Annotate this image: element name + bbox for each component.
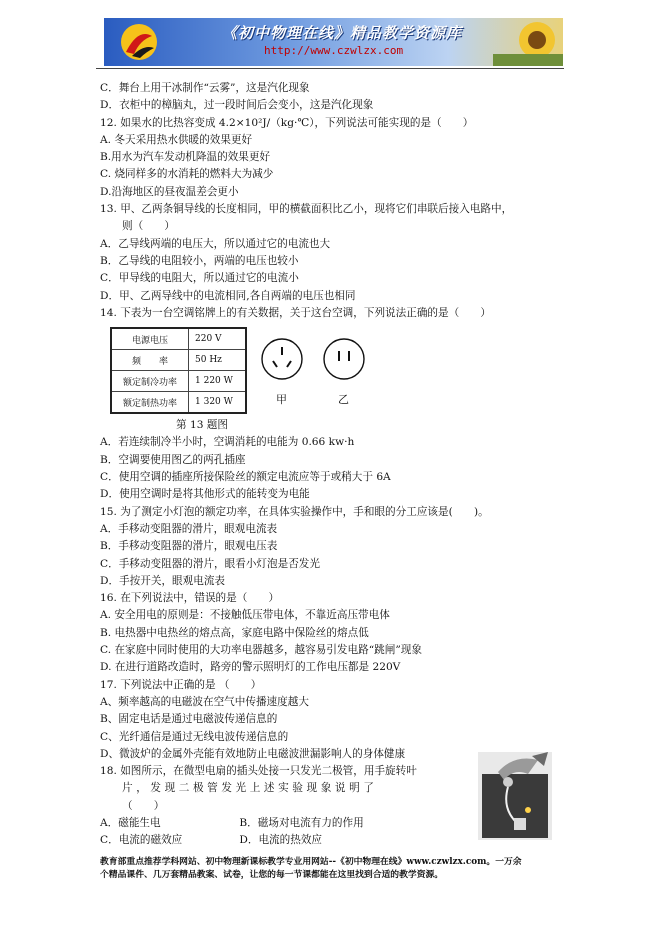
site-url[interactable]: http://www.czwlzx.com <box>264 44 404 57</box>
question-12-stem: 12. 如果水的比热容变成 4.2×10²J/（kg·℃），下列说法可能实现的是（ ） <box>100 116 474 129</box>
text-line: A．若连续制冷半小时，空调消耗的电能为 0.66 kw·h <box>100 436 355 449</box>
text-line: A. 安全用电的原则是：不接触低压带电体，不靠近高压带电体 <box>100 609 390 622</box>
text-line: C．舞台上用干冰制作“云雾”，这是汽化现象 <box>100 82 310 94</box>
question-14-stem: 14. 下表为一台空调铭牌上的有关数据，关于这台空调，下列说法正确的是（ ） <box>100 306 491 319</box>
option-a: A．磁能生电 <box>100 816 161 829</box>
text-line: A．乙导线两端的电压大，所以通过它的电流也大 <box>100 237 331 250</box>
footer-line: 个精品课件、几万套精品教案、试卷，让您的每一节课都能在这里找到合适的教学资源。 <box>100 870 444 880</box>
text-line: A．手移动变阻器的滑片，眼观电流表 <box>100 522 278 535</box>
footer-line: 教育部重点推荐学科网站、初中物理新课标教学专业用网站--《初中物理在线》www.czwlzx.com。一万余 <box>100 857 522 867</box>
option-c: C．电流的磁效应 <box>100 834 183 847</box>
text-line: 则（ ） <box>122 220 175 233</box>
option-d: D．电流的热效应 <box>239 834 323 847</box>
table-cell: 220 V <box>189 328 247 350</box>
table-row <box>111 392 246 414</box>
text-line: C. 在家庭中同时使用的大功率电器越多，越容易引发电路“跳闸”现象 <box>100 644 422 657</box>
text-line: D．手按开关，眼观电流表 <box>100 574 226 587</box>
text-line: D．使用空调时是将其他形式的能转变为电能 <box>100 488 310 501</box>
text-line: C. 烧同样多的水消耗的燃料大为减少 <box>100 168 274 181</box>
spec-table <box>110 327 247 414</box>
text-line: B．乙导线的电阻较小，两端的电压也较小 <box>100 254 299 267</box>
text-line: C．手移动变阻器的滑片，眼看小灯泡是否发光 <box>100 557 320 570</box>
text-line: D、微波炉的金属外壳能有效地防止电磁波泄漏影响人的身体健康 <box>100 747 406 760</box>
three-hole-socket-icon <box>258 335 306 383</box>
question-17-stem: 17. 下列说法中正确的是 （ ） <box>100 678 262 691</box>
two-hole-socket-icon <box>320 335 368 383</box>
site-title: 《初中物理在线》精品教学资源库 <box>222 24 463 42</box>
table-row <box>111 371 246 392</box>
sunflower-icon <box>493 18 563 66</box>
table-cell: 电源电压 <box>111 328 189 350</box>
text-line: B．空调要使用图乙的两孔插座 <box>100 453 246 466</box>
header-rule <box>96 68 564 69</box>
question-15-stem: 15. 为了测定小灯泡的额定功率，在具体实验操作中，手和眼的分工应该是( )。 <box>100 505 489 518</box>
text-line: 片，发现二极管发光上述实验现象说明了 <box>122 782 378 795</box>
text-line: C．甲导线的电阻大，所以通过它的电流小 <box>100 272 299 285</box>
figure-row <box>100 325 570 417</box>
text-line: D．衣柜中的樟脑丸，过一段时间后会变小，这是汽化现象 <box>100 99 374 112</box>
table-cell: 1 320 W <box>189 392 247 414</box>
question-18-stem: 18. 如图所示，在微型电扇的插头处接一只发光二极管，用手旋转叶 <box>100 765 417 778</box>
text-line: C．使用空调的插座所接保险丝的额定电流应等于或稍大于 6A <box>100 471 391 484</box>
table-cell: 50 Hz <box>189 350 247 371</box>
table-row <box>111 328 246 350</box>
table-cell: 额定制热功率 <box>111 392 189 414</box>
site-logo-icon <box>118 22 160 62</box>
table-cell: 额定制冷功率 <box>111 371 189 392</box>
socket-label-yi: 乙 <box>338 393 349 407</box>
socket-label-jia: 甲 <box>276 393 287 407</box>
text-line: A、频率越高的电磁波在空气中传播速度越大 <box>100 695 309 708</box>
question-content <box>100 80 570 850</box>
text-line: A. 冬天采用热水供暖的效果更好 <box>100 133 253 146</box>
text-line: B.用水为汽车发动机降温的效果更好 <box>100 151 271 164</box>
fan-led-photo <box>478 752 552 840</box>
text-line: D．甲、乙两导线中的电流相同,各自两端的电压也相同 <box>100 289 356 302</box>
table-cell: 频 率 <box>111 350 189 371</box>
site-banner <box>104 18 563 66</box>
figure-caption: 第 13 题图 <box>176 419 228 432</box>
text-line: B. 电热器中电热丝的熔点高，家庭电路中保险丝的熔点低 <box>100 626 369 639</box>
table-cell: 1 220 W <box>189 371 247 392</box>
question-16-stem: 16. 在下列说法中，错误的是（ ） <box>100 592 280 605</box>
text-line: C、光纤通信是通过无线电波传递信息的 <box>100 730 289 743</box>
text-line: （ ） <box>122 799 165 812</box>
question-13-stem: 13. 甲、乙两条铜导线的长度相同，甲的横截面积比乙小，现将它们串联后接入电路中， <box>100 203 513 216</box>
text-line: B．手移动变阻器的滑片，眼观电压表 <box>100 540 278 553</box>
table-row <box>111 350 246 371</box>
text-line: D. 在进行道路改造时，路旁的警示照明灯的工作电压都是 220V <box>100 661 401 674</box>
socket-figure <box>250 335 370 411</box>
text-line: D.沿海地区的昼夜温差会更小 <box>100 185 239 198</box>
option-b: B．磁场对电流有力的作用 <box>239 816 364 829</box>
page-footer <box>100 856 584 882</box>
text-line: B、固定电话是通过电磁波传递信息的 <box>100 713 278 726</box>
